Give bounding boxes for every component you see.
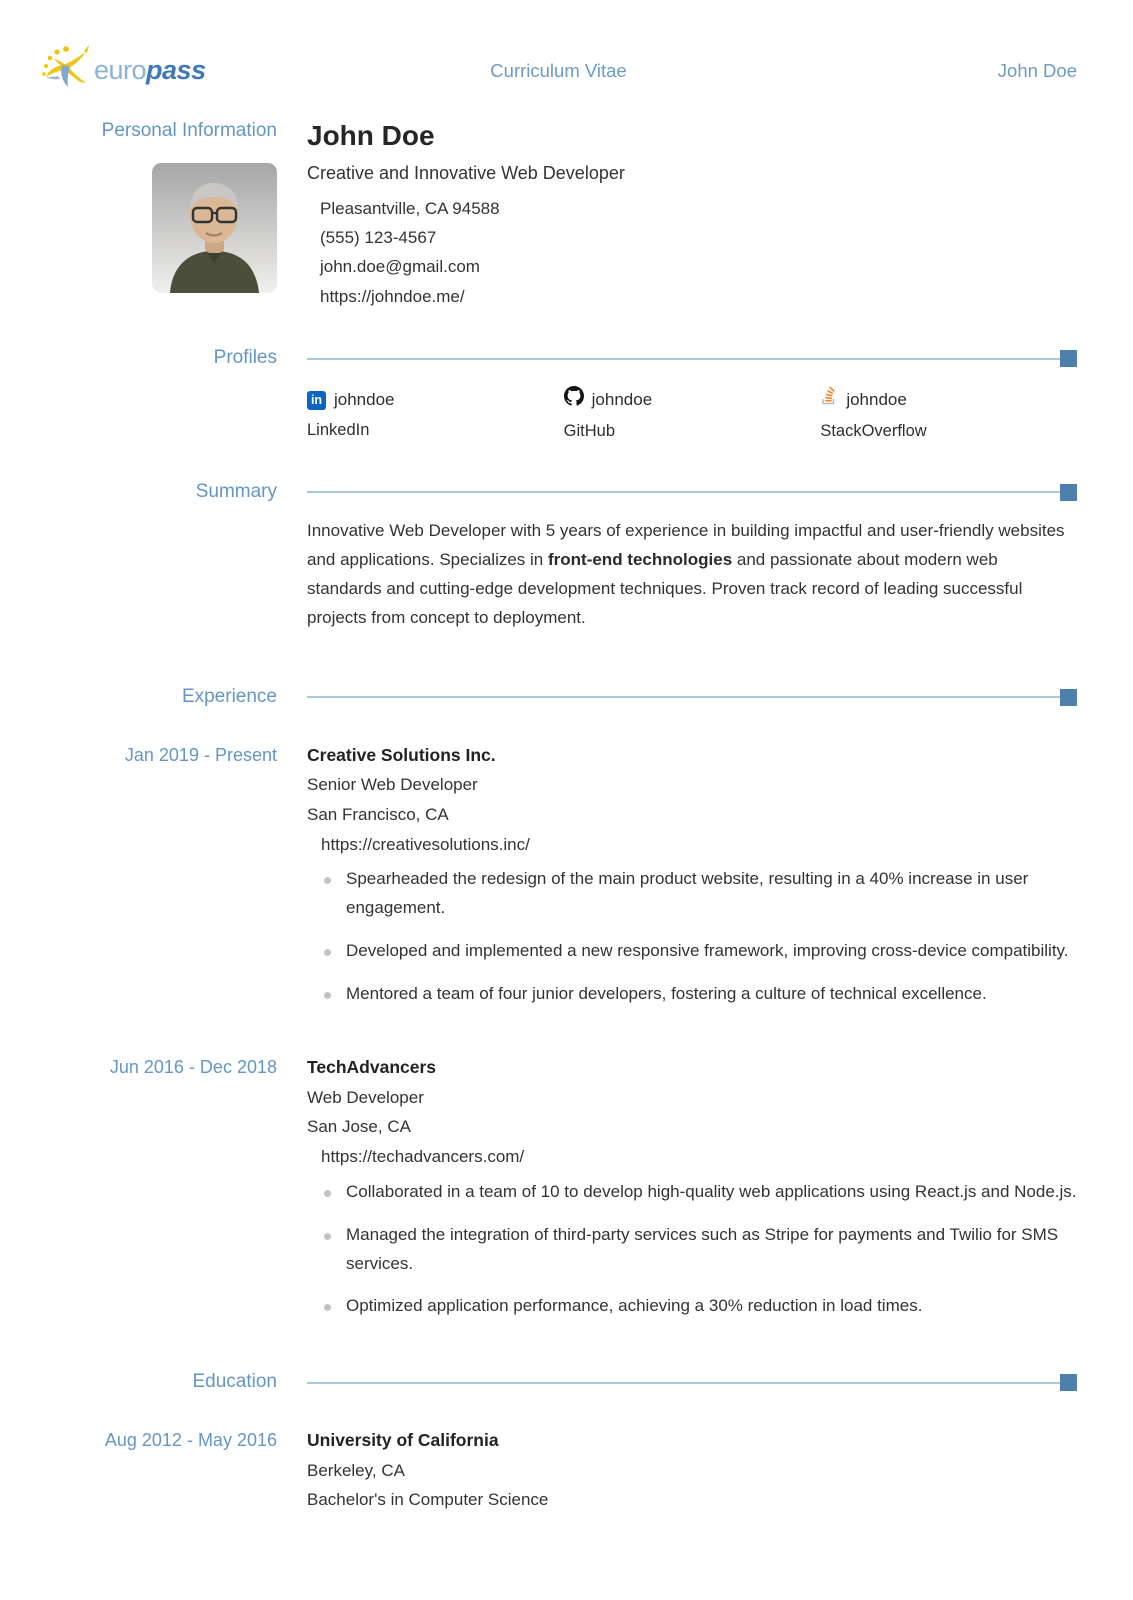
summary-text-before: Innovative Web Developer with 5 years of experience in building impactful and user-friendly websites and applications. Specializes in	[307, 521, 1065, 570]
experience-entry	[40, 741, 1077, 1023]
section-rule	[307, 484, 1077, 501]
entry-location: San Francisco, CA	[307, 804, 449, 824]
personal-left-column	[40, 118, 277, 311]
personal-information-section	[40, 118, 1077, 311]
rule-line	[307, 1382, 1060, 1384]
bullet-item	[322, 1221, 1077, 1279]
contact-email[interactable]: john.doe@gmail.com	[320, 257, 480, 277]
person-name: John Doe	[307, 120, 435, 151]
profile-item-linkedin[interactable]	[307, 386, 564, 445]
section-label-education: Education	[192, 1371, 277, 1393]
summary-section-body	[40, 505, 1077, 650]
rule-end-square-icon	[1060, 689, 1077, 706]
personal-details	[307, 118, 1077, 311]
profile-item-github[interactable]	[564, 386, 821, 445]
bullet-item	[322, 1178, 1077, 1207]
school-name: University of California	[307, 1429, 499, 1450]
contact-list	[307, 194, 1077, 312]
profiles-section-body	[40, 372, 1077, 445]
profile-network: LinkedIn	[307, 420, 370, 439]
rule-line	[307, 696, 1060, 698]
section-rule	[307, 350, 1077, 367]
github-icon	[564, 386, 584, 416]
entry-url[interactable]: https://techadvancers.com/	[321, 1147, 525, 1167]
bullet-text: Collaborated in a team of 10 to develop high-quality web applications using React.js and Node.js.	[346, 1181, 1077, 1201]
bullet-item	[322, 937, 1077, 966]
profile-item-stackoverflow[interactable]	[820, 386, 1077, 445]
section-label-personal-information: Personal Information	[101, 120, 277, 141]
entry-company: TechAdvancers	[307, 1056, 437, 1077]
logo-euro-text: euro	[94, 55, 147, 86]
bullet-text: Optimized application performance, achieving a 30% reduction in load times.	[346, 1296, 923, 1316]
experience-section-header	[40, 684, 1077, 711]
contact-address: Pleasantville, CA 94588	[320, 198, 500, 218]
entry-body	[307, 1053, 1077, 1335]
section-label-profiles: Profiles	[213, 347, 277, 369]
bullet-item	[322, 865, 1077, 923]
profile-photo	[40, 163, 277, 293]
contact-website[interactable]: https://johndoe.me/	[320, 286, 465, 306]
bullet-text: Developed and implemented a new responsive framework, improving cross-device compatibility.	[346, 941, 1069, 961]
entry-dates: Jun 2016 - Dec 2018	[109, 1056, 277, 1077]
bullet-text: Spearheaded the redesign of the main product website, resulting in a 40% increase in user engagement.	[346, 869, 1029, 918]
linkedin-icon: in	[307, 391, 326, 410]
section-label-summary: Summary	[195, 480, 277, 502]
entry-bullet-list	[307, 865, 1077, 1009]
entry-dates: Aug 2012 - May 2016	[104, 1429, 277, 1450]
section-rule	[307, 689, 1077, 706]
profile-network: GitHub	[563, 421, 616, 440]
europass-star-figure-icon	[40, 43, 92, 99]
profiles-section-header	[40, 345, 1077, 372]
bullet-text: Managed the integration of third-party services such as Stripe for payments and Twilio for SMS services.	[346, 1224, 1059, 1273]
summary-section-header	[40, 479, 1077, 506]
europass-logo	[40, 43, 340, 99]
top-bar	[40, 48, 1077, 94]
experience-entry	[40, 1053, 1077, 1335]
header-person-name: John Doe	[997, 60, 1077, 82]
entry-bullet-list	[307, 1178, 1077, 1322]
contact-phone: (555) 123-4567	[320, 228, 437, 247]
degree: Bachelor's in Computer Science	[307, 1490, 549, 1510]
bullet-item	[322, 980, 1077, 1009]
rule-line	[307, 358, 1060, 360]
profile-username: johndoe	[591, 390, 653, 410]
stackoverflow-icon	[820, 386, 838, 416]
rule-end-square-icon	[1060, 1374, 1077, 1391]
school-location: Berkeley, CA	[307, 1460, 405, 1480]
person-headline: Creative and Innovative Web Developer	[307, 163, 625, 183]
summary-text	[307, 517, 1077, 633]
entry-role: Web Developer	[307, 1087, 424, 1107]
entry-url[interactable]: https://creativesolutions.inc/	[321, 835, 530, 855]
rule-line	[307, 491, 1060, 493]
section-label-experience: Experience	[181, 685, 277, 707]
rule-end-square-icon	[1060, 350, 1077, 367]
summary-text-after: and passionate about modern web standards and cutting-edge development techniques. Proven track record of leading successful projects from concept to deployment.	[307, 550, 1023, 628]
entry-role: Senior Web Developer	[307, 775, 478, 795]
summary-text-bold: front-end technologies	[547, 550, 733, 570]
education-entry	[40, 1426, 1077, 1515]
profiles-grid	[307, 386, 1077, 445]
entry-body	[307, 741, 1077, 1023]
profile-username: johndoe	[846, 390, 907, 410]
logo-pass-text: pass	[146, 55, 206, 86]
section-rule	[307, 1374, 1077, 1391]
entry-company: Creative Solutions Inc.	[307, 744, 496, 765]
rule-end-square-icon	[1060, 484, 1077, 501]
document-title: Curriculum Vitae	[490, 60, 627, 82]
entry-dates: Jan 2019 - Present	[124, 744, 277, 765]
europass-wordmark	[94, 48, 206, 94]
entry-body	[307, 1426, 1077, 1515]
bullet-text: Mentored a team of four junior developers, fostering a culture of technical excellence.	[346, 984, 987, 1004]
bullet-item	[322, 1292, 1077, 1321]
profile-network: StackOverflow	[820, 421, 927, 440]
profile-username: johndoe	[334, 389, 395, 409]
education-section-header	[40, 1369, 1077, 1396]
entry-location: San Jose, CA	[307, 1117, 411, 1137]
